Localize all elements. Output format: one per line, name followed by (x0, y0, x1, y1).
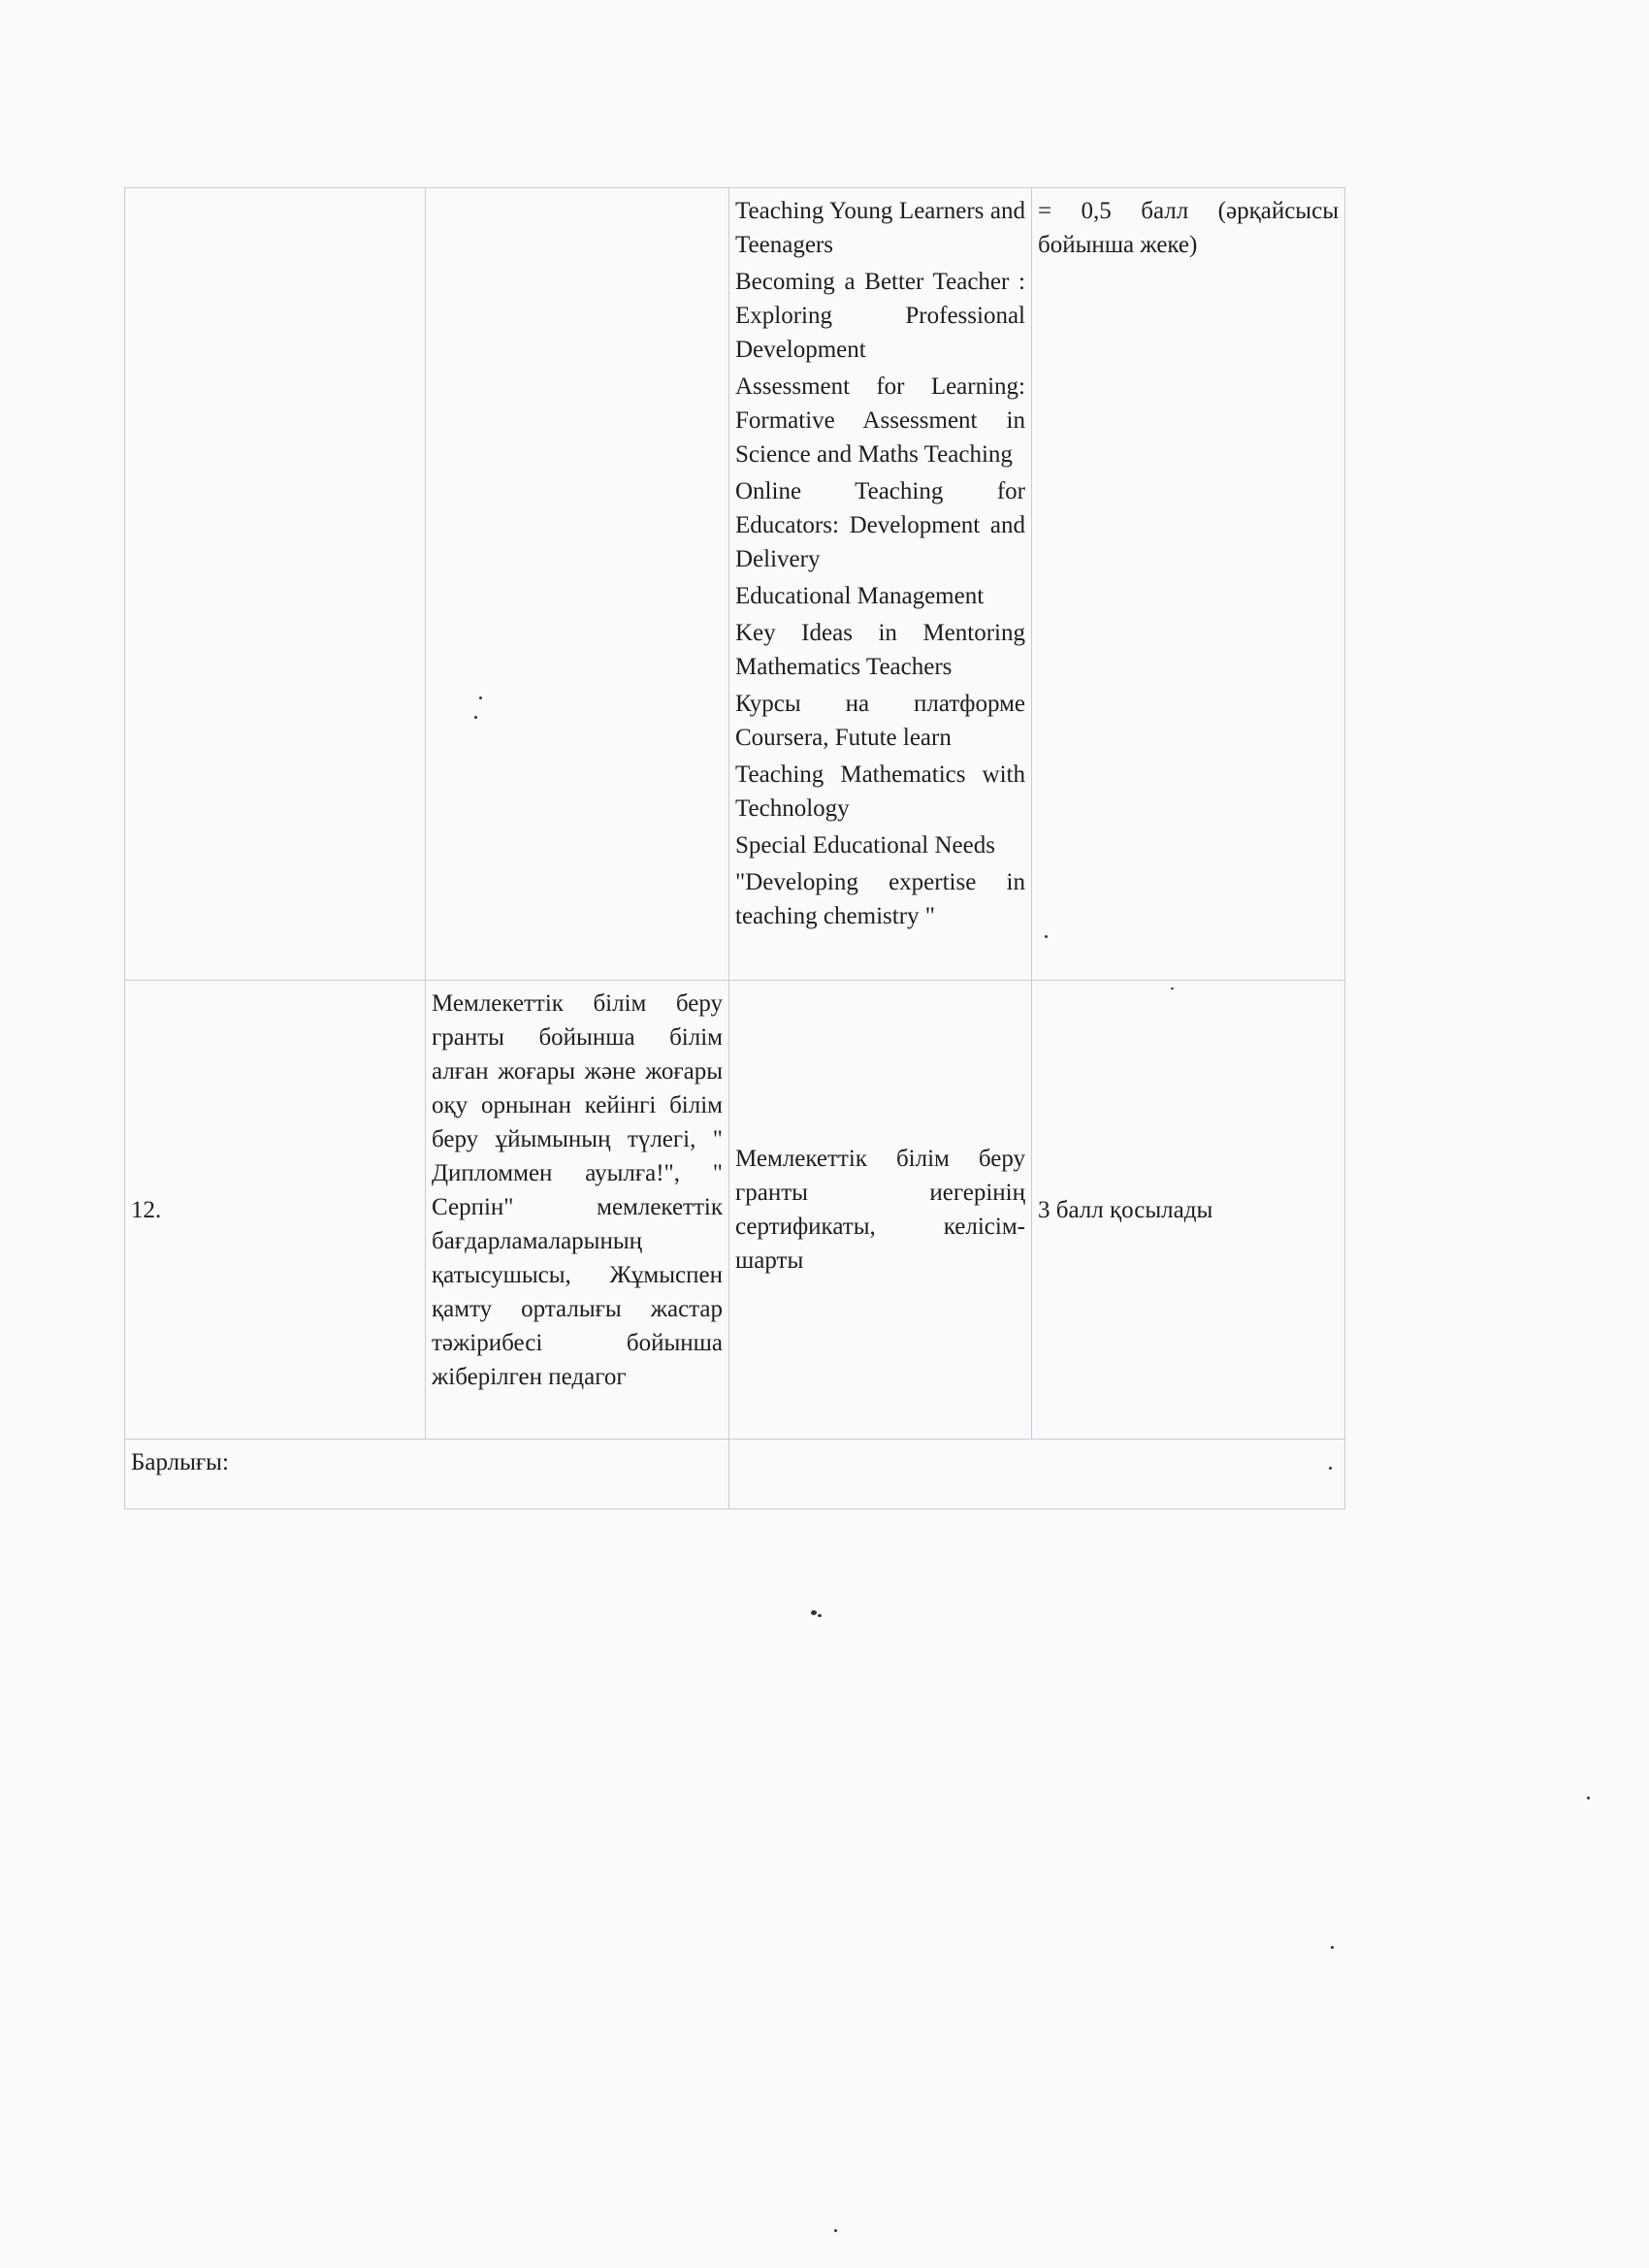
scan-speck (1587, 1797, 1590, 1799)
scan-speck (479, 697, 482, 699)
course-item: Teaching Mathematics with Technology (735, 761, 1025, 822)
scan-speck (1045, 935, 1048, 938)
scan-speck (474, 716, 477, 719)
course-item: Educational Management (735, 583, 985, 609)
criterion-text: Мемлекеттік білім беру гранты бойынша білім алған жоғары және жоғары оқу орнынан кейінгі білім беру ұйымының түлегі, " Дипломмен ауылға!", " Серпін" мемлекеттік бағдарламаларының қатысушысы, Жұмыспен қамту орталығы жастар тәжірибесі бойынша жіберілген педагог (432, 990, 723, 1390)
scan-speck (1171, 988, 1174, 989)
courses-cell (729, 188, 1032, 981)
course-item: Becoming a Better Teacher : Exploring Professional Development (735, 269, 1025, 363)
courses-list (729, 188, 1031, 942)
score-text-12: 3 балл қосылады (1038, 1196, 1213, 1223)
scan-speck (818, 1614, 822, 1617)
course-item: Assessment for Learning: Formative Assessment in Science and Maths Teaching (735, 373, 1025, 468)
criteria-table (124, 187, 1345, 1509)
scan-speck (834, 2229, 837, 2232)
course-item: Special Educational Needs (735, 832, 995, 859)
criterion-cell (426, 981, 729, 1440)
course-item: Teaching Young Learners and Teenagers (735, 198, 1025, 258)
course-item: Online Teaching for Educators: Development and Delivery (735, 478, 1025, 572)
total-label-cell (125, 1440, 729, 1509)
scan-speck (811, 1610, 817, 1615)
scan-speck (1331, 1946, 1334, 1949)
total-label: Барлығы: (131, 1449, 229, 1475)
table-row-12 (125, 981, 1345, 1440)
score-cell-12 (1032, 981, 1345, 1440)
table-row-continuation (125, 188, 1345, 981)
total-value (729, 1440, 1344, 1451)
criterion-cell-empty (426, 188, 729, 981)
document-text: Мемлекеттік білім беру гранты иегерінің сертификаты, келісім-шарты (735, 1146, 1025, 1274)
course-item: "Developing expertise in teaching chemistry " (735, 869, 1025, 929)
scan-speck (1329, 1467, 1332, 1470)
course-item: Курсы на платформе Coursera, Futute learn (735, 691, 1025, 751)
row-number-cell (125, 981, 426, 1440)
score-cell (1032, 188, 1345, 981)
total-value-cell (729, 1440, 1345, 1509)
table-row-total (125, 1440, 1345, 1509)
document-cell (729, 981, 1032, 1440)
course-item: Key Ideas in Mentoring Mathematics Teachers (735, 620, 1025, 680)
number-cell-empty (125, 188, 426, 981)
score-text: = 0,5 балл (әрқайсысы бойынша жеке) (1038, 198, 1339, 258)
row-number: 12. (131, 1196, 162, 1223)
